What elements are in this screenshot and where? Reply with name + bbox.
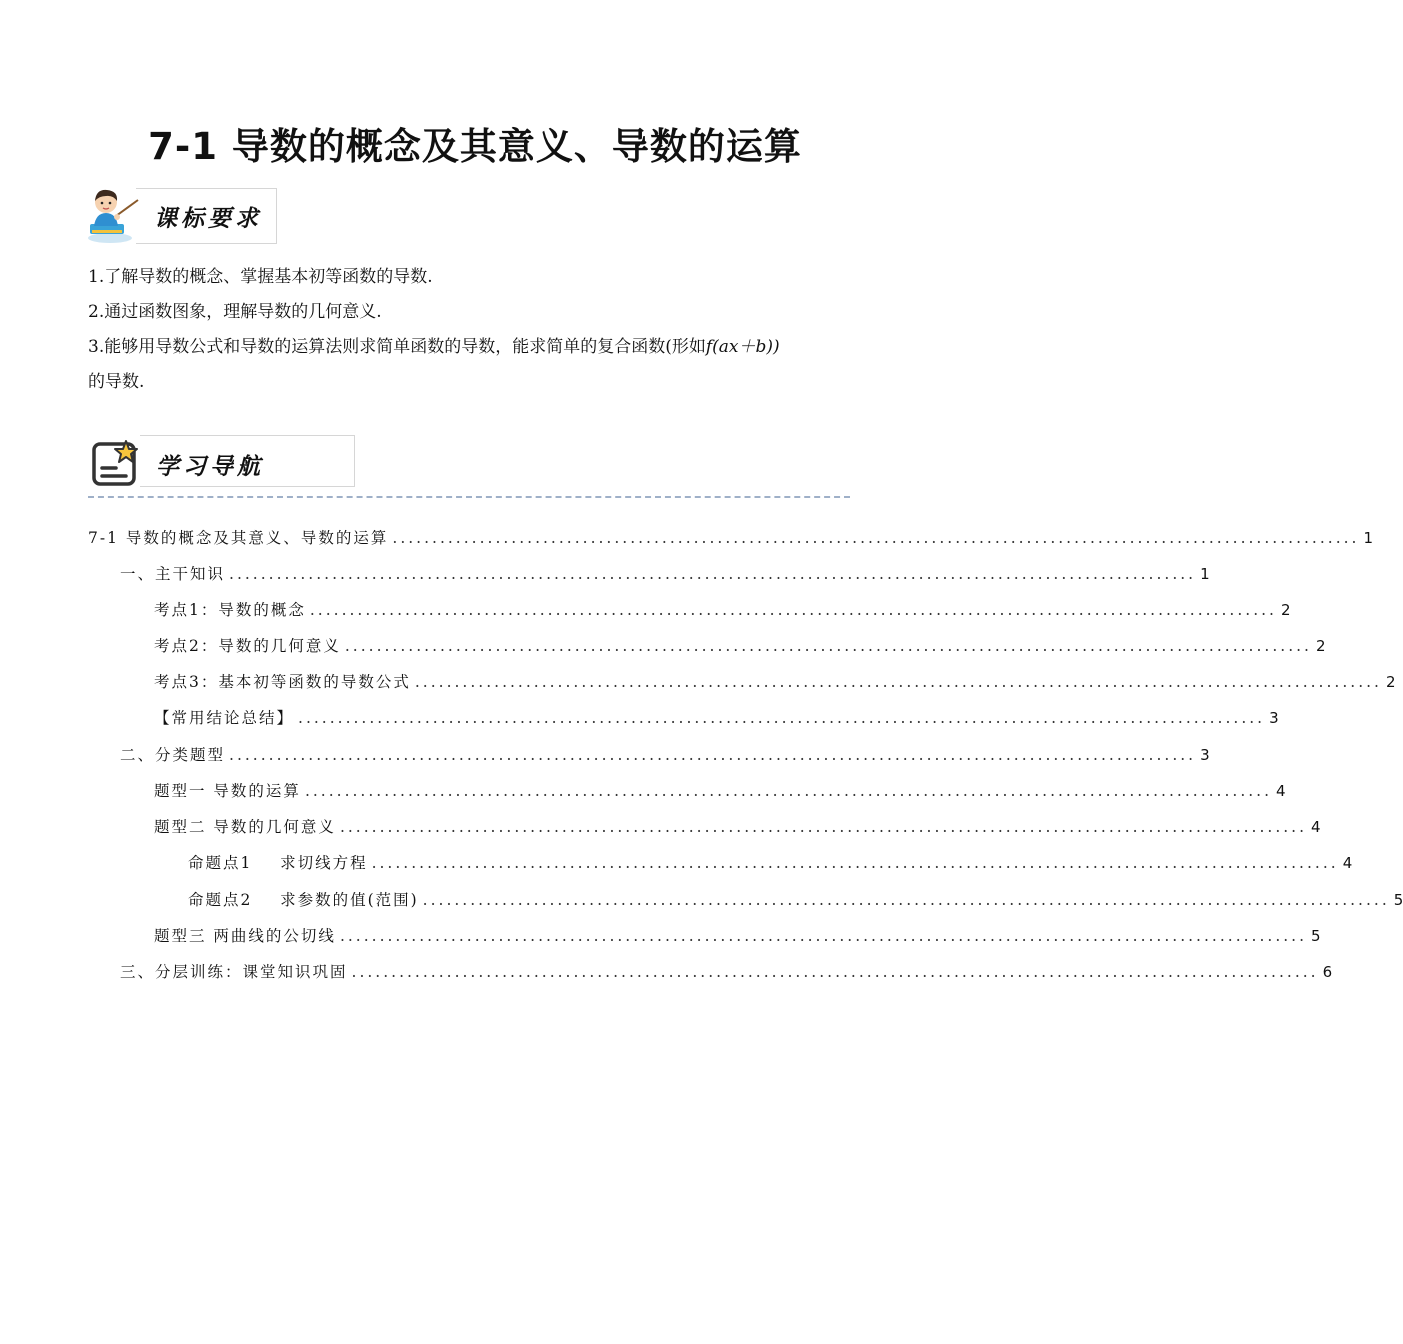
toc-page-number: 3 xyxy=(1200,746,1210,764)
toc-entry-text: 7-1 导数的概念及其意义、导数的运算 xyxy=(88,529,389,547)
toc-leader-dots: .......................................................................................................................... xyxy=(298,709,1266,727)
toc-page-number: 5 xyxy=(1393,891,1403,909)
toc-page-number: 4 xyxy=(1276,782,1286,800)
toc-entry-text: 考点2：导数的几何意义 xyxy=(154,637,341,655)
requirements-list xyxy=(88,260,868,400)
toc-entry-text: 一、主干知识 xyxy=(120,565,226,583)
section-header-requirements xyxy=(86,186,286,246)
toc-entry[interactable] xyxy=(154,924,1321,948)
toc-leader-dots: .......................................................................................................................... xyxy=(229,565,1197,583)
toc-entry[interactable] xyxy=(188,851,1353,875)
toc-entry[interactable] xyxy=(120,743,1210,767)
toc-entry[interactable] xyxy=(154,779,1286,803)
toc-leader-dots: .......................................................................................................................... xyxy=(414,673,1382,691)
toc-leader-dots: .......................................................................................................................... xyxy=(392,529,1360,547)
toc-entry-text: 命题点1 求切线方程 xyxy=(188,854,368,872)
toc-entry-text: 【常用结论总结】 xyxy=(154,709,295,727)
toc-page-number: 4 xyxy=(1311,818,1321,836)
toc-entry-text: 命题点2 求参数的值(范围) xyxy=(188,891,419,909)
section-title-requirements: 课标要求 xyxy=(154,205,262,232)
toc-entry[interactable] xyxy=(154,815,1321,839)
toc-entry-text: 题型一 导数的运算 xyxy=(154,782,301,800)
toc-leader-dots: .......................................................................................................................... xyxy=(351,963,1319,981)
toc-entry-text: 题型二 导数的几何意义 xyxy=(154,818,336,836)
requirement-item: 1.了解导数的概念、掌握基本初等函数的导数. xyxy=(88,267,433,287)
section-divider xyxy=(88,496,850,498)
toc-entry[interactable] xyxy=(120,960,1333,984)
toc-page-number: 6 xyxy=(1322,963,1333,981)
toc-entry-text: 二、分类题型 xyxy=(120,746,226,764)
formula-text: f(ax＋b)) xyxy=(705,337,780,357)
toc-page-number: 2 xyxy=(1280,601,1291,619)
toc-page-number: 3 xyxy=(1269,709,1279,727)
toc-leader-dots: .......................................................................................................................... xyxy=(339,818,1308,836)
toc-leader-dots: .......................................................................................................................... xyxy=(229,746,1197,764)
toc-leader-dots: .......................................................................................................................... xyxy=(309,601,1277,619)
toc-page-number: 2 xyxy=(1315,637,1326,655)
requirement-item: 的导数. xyxy=(88,372,145,392)
toc-leader-dots: .......................................................................................................................... xyxy=(344,637,1312,655)
requirement-item: 2.通过函数图象，理解导数的几何意义. xyxy=(88,302,382,322)
toc-leader-dots: .......................................................................................................................... xyxy=(371,854,1339,872)
checklist-star-icon xyxy=(90,438,142,490)
toc-page-number: 5 xyxy=(1311,927,1321,945)
toc-leader-dots: .......................................................................................................................... xyxy=(304,782,1273,800)
toc-entry-text: 题型三 两曲线的公切线 xyxy=(154,927,336,945)
requirement-item xyxy=(88,330,868,365)
toc-leader-dots: .......................................................................................................................... xyxy=(422,891,1390,909)
toc-entry[interactable] xyxy=(120,562,1210,586)
toc-entry[interactable] xyxy=(188,888,1403,912)
toc-entry[interactable] xyxy=(154,706,1279,730)
requirement-item-text: 3.能够用导数公式和导数的运算法则求简单函数的导数，能求简单的复合函数(形如 xyxy=(88,337,706,357)
teacher-icon xyxy=(86,186,144,244)
toc-page-number: 1 xyxy=(1363,529,1374,547)
toc-page-number: 4 xyxy=(1342,854,1353,872)
toc-page-number: 1 xyxy=(1200,565,1210,583)
toc-entry-text: 考点3：基本初等函数的导数公式 xyxy=(154,673,411,691)
toc-entry-text: 考点1：导数的概念 xyxy=(154,601,306,619)
toc-leader-dots: .......................................................................................................................... xyxy=(339,927,1308,945)
toc-entry-text: 三、分层训练：课堂知识巩固 xyxy=(120,963,348,981)
toc-entry[interactable] xyxy=(154,634,1326,658)
toc-entry[interactable] xyxy=(154,670,1396,694)
toc-entry[interactable] xyxy=(88,526,1374,550)
toc-page-number: 2 xyxy=(1385,673,1396,691)
page-title: 7-1 导数的概念及其意义、导数的运算 xyxy=(148,125,802,168)
toc-entry[interactable] xyxy=(154,598,1291,622)
section-title-navigation: 学习导航 xyxy=(156,453,264,480)
section-header-navigation xyxy=(88,434,358,490)
